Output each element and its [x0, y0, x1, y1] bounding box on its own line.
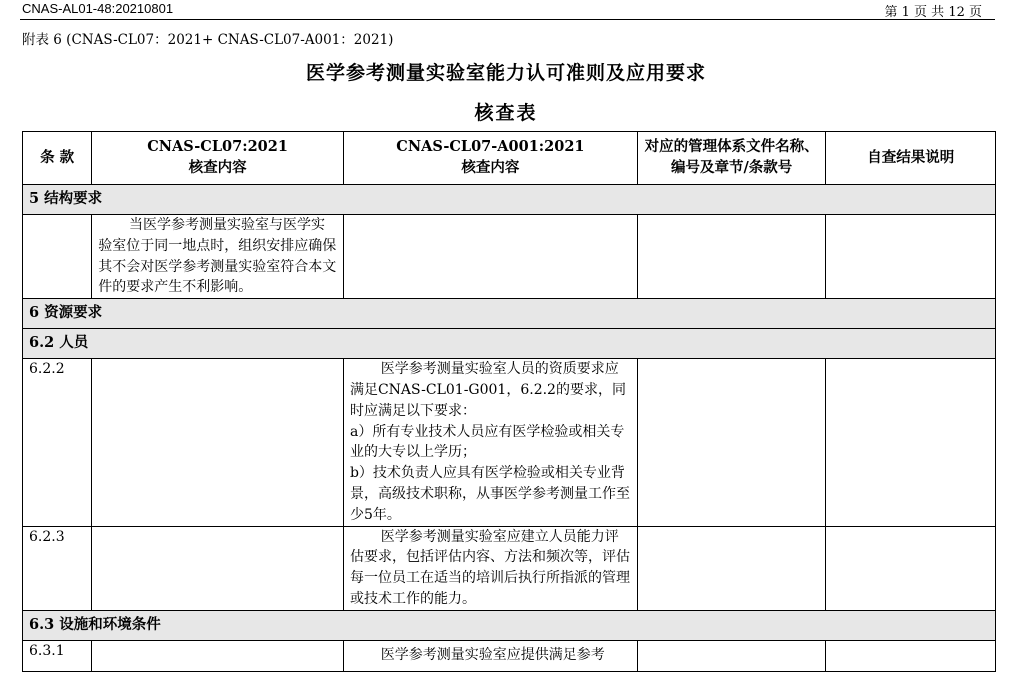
a001-text: 医学参考测量实验室应提供满足参考 — [380, 646, 605, 663]
cell-clause: 6.3.1 — [23, 640, 92, 671]
document-code: CNAS-AL01-48:20210801 — [22, 1, 174, 16]
header-a001-label: 核查内容 — [461, 159, 520, 176]
header-result: 自查结果说明 — [826, 132, 996, 185]
cell-result — [826, 526, 996, 610]
cell-result — [826, 640, 996, 671]
a001-text: 医学参考测量实验室应建立人员能力评估要求，包括评估内容、方法和频次等，评估每一位员工在适当的培训后执行所指派的管理或技术工作的能力。 — [349, 528, 630, 607]
cell-document-ref — [637, 215, 826, 299]
cell-clause: 6.2.3 — [23, 526, 92, 610]
cell-document-ref — [637, 640, 826, 671]
header-cl07-code: CNAS-CL07:2021 — [147, 138, 288, 156]
cl07-text: 当医学参考测量实验室与医学实验室位于同一地点时，组织安排应确保其不会对医学参考测量实验室符合本文件的要求产生不利影响。 — [98, 217, 337, 296]
cell-document-ref — [637, 526, 826, 610]
header-a001 — [343, 132, 637, 185]
section-row-6-2 — [23, 329, 996, 359]
cell-cl07 — [92, 526, 344, 610]
cell-cl07 — [92, 640, 344, 671]
header-cl07 — [92, 132, 344, 185]
appendix-reference: 附表 6 (CNAS-CL07：2021+ CNAS-CL07-A001：2021) — [22, 32, 394, 48]
a001-paragraph-2: a）所有专业技术人员应有医学检验或相关专业的大专以上学历； — [349, 423, 625, 461]
table-row — [23, 359, 996, 526]
header-document-ref — [637, 132, 826, 185]
cell-document-ref — [637, 359, 826, 526]
section-title-6-3: 6.3 设施和环境条件 — [23, 610, 996, 640]
cell-clause — [23, 215, 92, 299]
cell-a001 — [343, 640, 637, 671]
checklist-table — [22, 131, 996, 672]
section-row-6-3 — [23, 610, 996, 640]
section-row-6 — [23, 299, 996, 329]
cell-a001 — [343, 526, 637, 610]
header-clause: 条 款 — [23, 132, 92, 185]
a001-paragraph-3: b）技术负责人应具有医学检验或相关专业背景，高级技术职称，从事医学参考测量工作至少5年。 — [349, 465, 630, 523]
cell-cl07 — [92, 215, 344, 299]
table-header-row — [23, 132, 996, 185]
table-row — [23, 640, 996, 671]
header-a001-code: CNAS-CL07-A001:2021 — [396, 138, 585, 156]
page-title: 医学参考测量实验室能力认可准则及应用要求 — [305, 62, 706, 84]
section-title-6-2: 6.2 人员 — [23, 329, 996, 359]
cell-cl07 — [92, 359, 344, 526]
cell-a001 — [343, 359, 637, 526]
header-divider — [20, 19, 995, 20]
table-row — [23, 526, 996, 610]
cell-result — [826, 215, 996, 299]
section-title-6: 6 资源要求 — [23, 299, 996, 329]
cell-a001 — [343, 215, 637, 299]
a001-paragraph-1: 医学参考测量实验室人员的资质要求应满足CNAS-CL01-G001，6.2.2的要求，同时应满足以下要求： — [349, 361, 626, 419]
cell-clause: 6.2.2 — [23, 359, 92, 526]
header-document-ref-line2: 编号及章节/条款号 — [671, 159, 793, 176]
header-document-ref-line1: 对应的管理体系文件名称、 — [644, 138, 819, 156]
table-row — [23, 215, 996, 299]
cell-result — [826, 359, 996, 526]
section-title-5: 5 结构要求 — [23, 185, 996, 215]
page-subtitle: 核查表 — [474, 102, 538, 124]
section-row-5 — [23, 185, 996, 215]
page-info: 第 1 页 共 12 页 — [884, 5, 982, 20]
header-cl07-label: 核查内容 — [188, 159, 247, 176]
